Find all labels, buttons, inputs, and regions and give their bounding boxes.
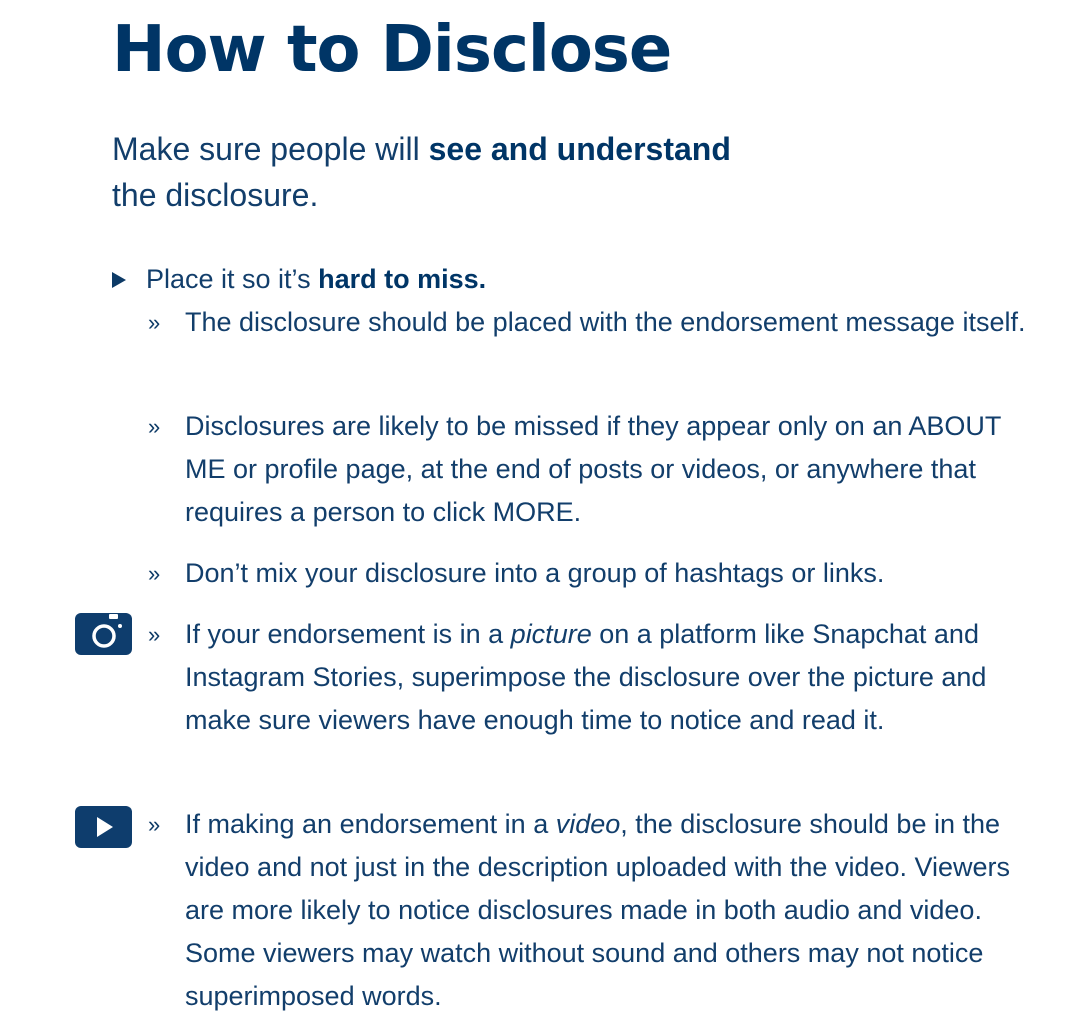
bullet-bold: hard to miss. [318,264,487,294]
page-title: How to Disclose [112,13,672,87]
triangle-bullet-icon [112,272,126,288]
intro-paragraph [112,126,872,218]
list-item-picture [148,613,1038,742]
intro-text-1: Make sure people will [112,131,429,167]
text-run: If making an endorsement in a [185,809,556,839]
list-item-text [185,803,1038,1018]
main-bullet [112,258,486,300]
list-item-text: Disclosures are likely to be missed if they appear only on an ABOUT ME or profile page, at the end of posts or videos, or anywhere that requires a person to click MORE. [185,411,1001,527]
text-run: on a platform like Snapchat and Instagram Stories, superimpose the disclosure over the picture and make sure viewers have enough time to notice and read it. [185,619,987,735]
intro-text-2: the disclosure. [112,177,319,213]
text-run: , the disclosure should be in the video and not just in the description uploaded with the video. Viewers are more likely to notice disclosures made in both audio and video. Some viewers may watch without sound and others may not notice superimposed words. [185,809,1011,1011]
list-item-hashtags [148,552,1038,595]
chevron-marker: » [148,310,161,335]
list-item-text: The disclosure should be placed with the endorsement message itself. [185,307,1026,337]
chevron-marker: » [148,414,161,439]
list-item-placement [148,301,1038,344]
chevron-marker: » [148,812,161,837]
chevron-marker: » [148,561,161,586]
italic-term: video [555,809,621,839]
italic-term: picture [510,619,592,649]
chevron-marker: » [148,622,161,647]
list-item-text [185,613,1038,742]
intro-bold: see and understand [428,131,731,167]
list-item-missed [148,405,1038,534]
list-item-text: Don’t mix your disclosure into a group of hashtags or links. [185,558,885,588]
bullet-text: Place it so it’s [146,264,319,294]
video-play-icon [75,806,132,848]
text-run: If your endorsement is in a [185,619,511,649]
list-item-video [148,803,1038,1018]
camera-icon [75,613,132,655]
